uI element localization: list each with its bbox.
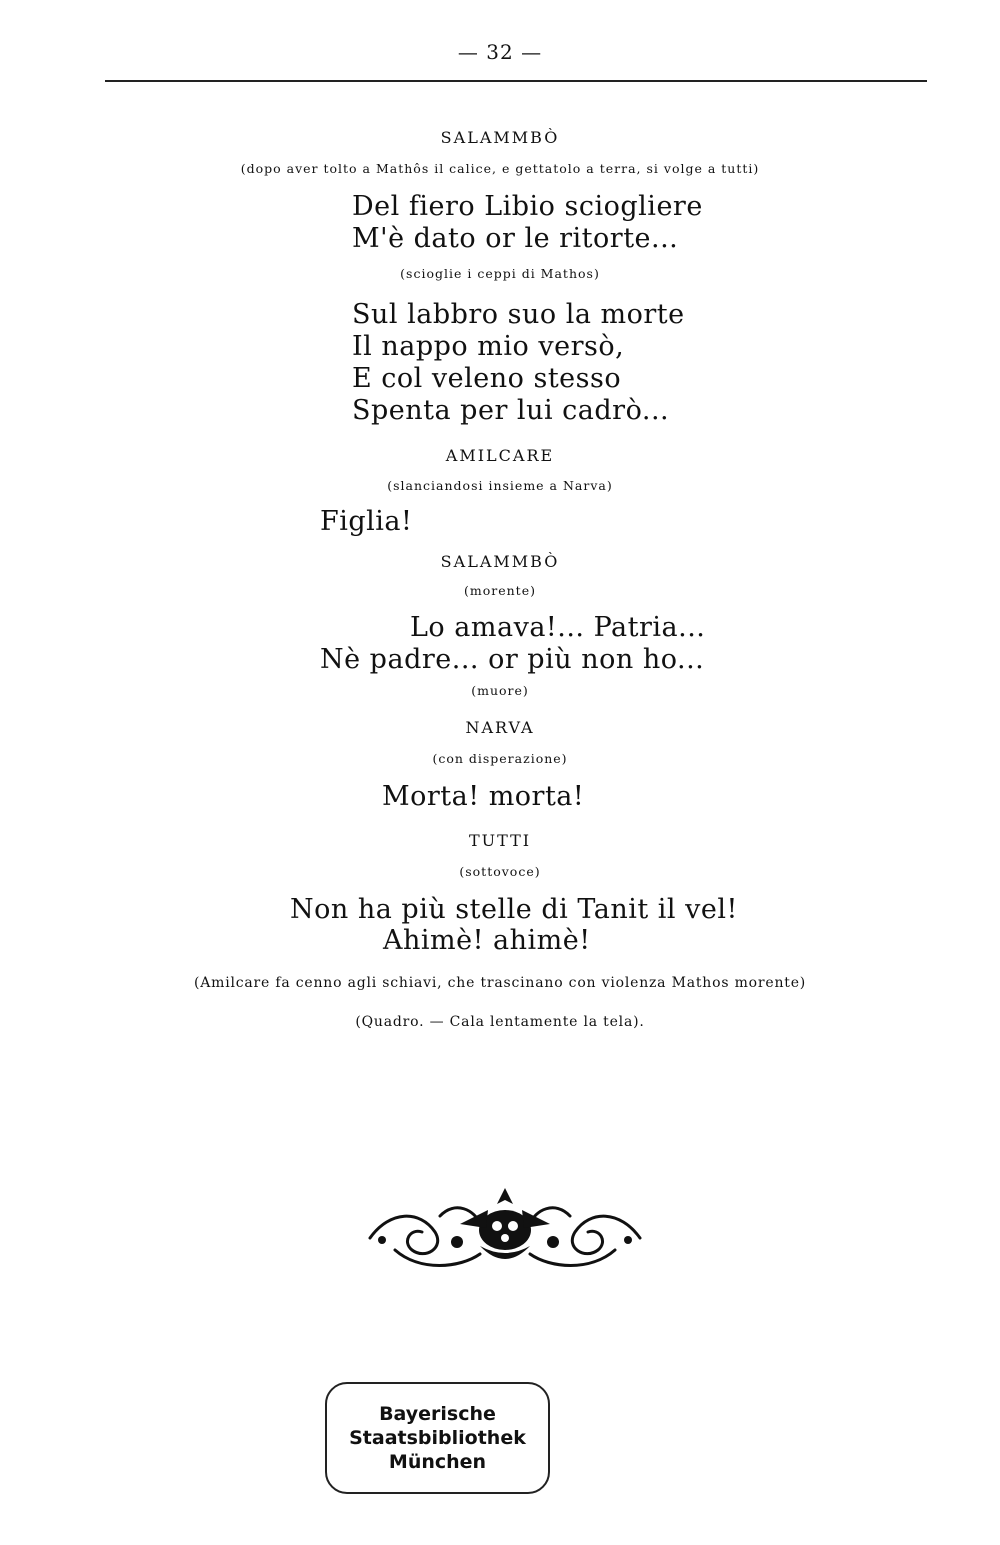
stage-direction: (muore) bbox=[471, 683, 529, 698]
verse-line: E col veleno stesso bbox=[352, 363, 622, 394]
verse-line: Ahimè! ahimè! bbox=[383, 925, 591, 956]
verse-line: M'è dato or le ritorte... bbox=[352, 223, 679, 254]
stage-direction: (morente) bbox=[464, 583, 536, 598]
stage-direction: (scioglie i ceppi di Mathos) bbox=[400, 266, 600, 281]
header-rule bbox=[105, 80, 927, 82]
stage-direction: (con disperazione) bbox=[432, 751, 568, 766]
closing-stage-direction: (Quadro. — Cala lentamente la tela). bbox=[355, 1014, 645, 1030]
verse-line: Non ha più stelle di Tanit il vel! bbox=[290, 894, 738, 925]
stamp-line: Staatsbibliothek bbox=[349, 1427, 526, 1449]
verse-line: Del fiero Libio sciogliere bbox=[352, 191, 703, 222]
verse-line: Sul labbro suo la morte bbox=[352, 299, 685, 330]
page-number: — 32 — bbox=[457, 40, 543, 64]
speaker-name: AMILCARE bbox=[445, 446, 555, 465]
closing-stage-direction: (Amilcare fa cenno agli schiavi, che trascinano con violenza Mathos morente) bbox=[193, 975, 807, 991]
verse-line: Lo amava!... Patria... bbox=[410, 612, 706, 643]
library-stamp bbox=[325, 1382, 550, 1494]
verse-line: Nè padre... or più non ho... bbox=[320, 644, 705, 675]
decorative-ornament-icon bbox=[360, 1180, 650, 1280]
speaker-name: SALAMMBÒ bbox=[440, 552, 560, 571]
verse-line: Morta! morta! bbox=[382, 781, 585, 812]
stage-direction: (dopo aver tolto a Mathôs il calice, e gettatolo a terra, si volge a tutti) bbox=[240, 161, 760, 176]
stage-direction: (slanciandosi insieme a Narva) bbox=[387, 478, 613, 493]
speaker-name: TUTTI bbox=[468, 831, 532, 850]
speaker-name: SALAMMBÒ bbox=[440, 128, 560, 147]
speaker-name: NARVA bbox=[465, 718, 535, 737]
stage-direction: (sottovoce) bbox=[459, 864, 541, 879]
verse-line: Spenta per lui cadrò... bbox=[352, 395, 670, 426]
stamp-line: München bbox=[388, 1451, 487, 1473]
verse-line: Figlia! bbox=[320, 506, 413, 537]
verse-line: Il nappo mio versò, bbox=[352, 331, 625, 362]
stamp-line: Bayerische bbox=[379, 1403, 496, 1425]
